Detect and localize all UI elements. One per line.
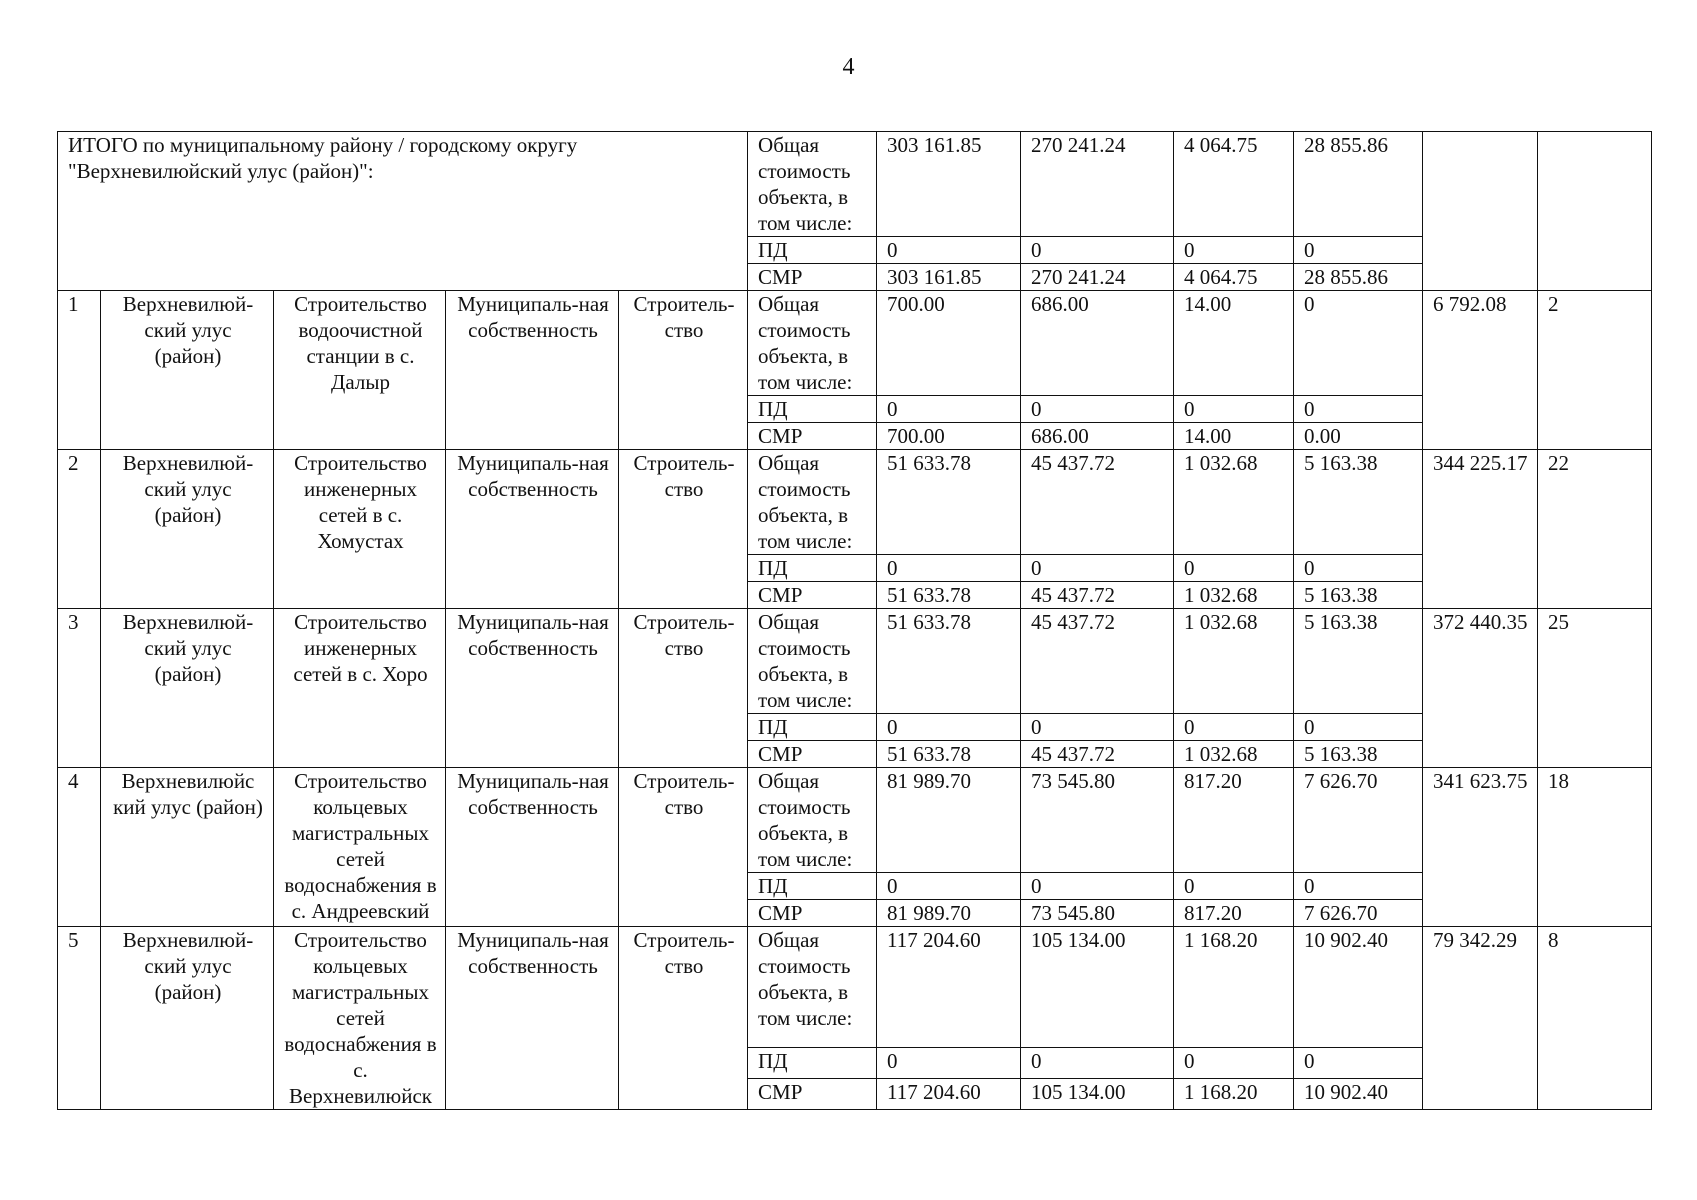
- cost-total-v1: 51 633.78: [877, 609, 1021, 714]
- cost-pd-v4: 0: [1294, 396, 1423, 423]
- cost-total-v2: 105 134.00: [1021, 927, 1174, 1048]
- object-col12: 8: [1538, 927, 1652, 1110]
- object-district: Верхневилюйс кий улус (район): [101, 768, 274, 927]
- cost-smr-v1: 117 204.60: [877, 1078, 1021, 1109]
- cost-total-v1: 51 633.78: [877, 450, 1021, 555]
- cost-pd-v2: 0: [1021, 1047, 1174, 1078]
- cost-label-total: Общая стоимость объекта, в том числе:: [748, 450, 877, 555]
- object-col12: 18: [1538, 768, 1652, 927]
- summary-smr-v2: 270 241.24: [1021, 264, 1174, 291]
- object-row: [58, 450, 1652, 555]
- cost-smr-v1: 51 633.78: [877, 582, 1021, 609]
- cost-label-total: Общая стоимость объекта, в том числе:: [748, 291, 877, 396]
- cost-pd-v1: 0: [877, 1047, 1021, 1078]
- cost-label-pd: ПД: [748, 555, 877, 582]
- summary-pd-v2: 0: [1021, 237, 1174, 264]
- cost-smr-v2: 45 437.72: [1021, 741, 1174, 768]
- object-col12: 22: [1538, 450, 1652, 609]
- cost-label-pd: ПД: [748, 714, 877, 741]
- object-kind: Строитель-ство: [619, 291, 748, 450]
- cost-pd-v4: 0: [1294, 1047, 1423, 1078]
- cost-smr-v2: 73 545.80: [1021, 900, 1174, 927]
- cost-total-v4: 7 626.70: [1294, 768, 1423, 873]
- cost-pd-v4: 0: [1294, 714, 1423, 741]
- summary-pd-v1: 0: [877, 237, 1021, 264]
- cost-total-v3: 817.20: [1174, 768, 1294, 873]
- cost-pd-v2: 0: [1021, 555, 1174, 582]
- object-district: Верхневилюй-ский улус (район): [101, 450, 274, 609]
- cost-label-smr: СМР: [748, 741, 877, 768]
- cost-total-v1: 700.00: [877, 291, 1021, 396]
- cost-smr-v4: 7 626.70: [1294, 900, 1423, 927]
- object-col11: 341 623.75: [1423, 768, 1538, 927]
- cost-label-smr: СМР: [748, 423, 877, 450]
- cost-total-v3: 14.00: [1174, 291, 1294, 396]
- cost-smr-v1: 51 633.78: [877, 741, 1021, 768]
- cost-label-smr: СМР: [748, 1078, 877, 1109]
- page-number: 4: [842, 54, 855, 80]
- object-col12: 2: [1538, 291, 1652, 450]
- object-number: 3: [58, 609, 101, 768]
- cost-smr-v3: 817.20: [1174, 900, 1294, 927]
- cost-smr-v4: 5 163.38: [1294, 741, 1423, 768]
- cost-smr-v2: 105 134.00: [1021, 1078, 1174, 1109]
- object-ownership: Муниципаль-ная собственность: [446, 609, 619, 768]
- summary-row-total: [58, 132, 1652, 237]
- summary-smr-v1: 303 161.85: [877, 264, 1021, 291]
- cost-pd-v3: 0: [1174, 873, 1294, 900]
- object-number: 2: [58, 450, 101, 609]
- cost-pd-v3: 0: [1174, 714, 1294, 741]
- summary-col12: [1538, 132, 1652, 291]
- object-number: 4: [58, 768, 101, 927]
- cost-pd-v1: 0: [877, 555, 1021, 582]
- cost-smr-v3: 1 168.20: [1174, 1078, 1294, 1109]
- cost-pd-v4: 0: [1294, 873, 1423, 900]
- summary-label-total: Общая стоимость объекта, в том числе:: [748, 132, 877, 237]
- cost-total-v3: 1 032.68: [1174, 450, 1294, 555]
- object-kind: Строитель-ство: [619, 927, 748, 1110]
- object-name: Строительство инженерных сетей в с. Хоро: [274, 609, 446, 768]
- object-number: 1: [58, 291, 101, 450]
- cost-label-pd: ПД: [748, 873, 877, 900]
- object-row: [58, 609, 1652, 714]
- object-kind: Строитель-ство: [619, 768, 748, 927]
- cost-smr-v3: 14.00: [1174, 423, 1294, 450]
- investment-table: [57, 131, 1652, 1110]
- summary-label-smr: СМР: [748, 264, 877, 291]
- summary-title: ИТОГО по муниципальному району / городскому округу "Верхневилюйский улус (район)":: [58, 132, 748, 291]
- cost-total-v3: 1 168.20: [1174, 927, 1294, 1048]
- cost-total-v2: 73 545.80: [1021, 768, 1174, 873]
- summary-label-pd: ПД: [748, 237, 877, 264]
- cost-smr-v4: 0.00: [1294, 423, 1423, 450]
- cost-label-pd: ПД: [748, 396, 877, 423]
- summary-total-v4: 28 855.86: [1294, 132, 1423, 237]
- table-body: [58, 132, 1652, 1110]
- object-col11: 6 792.08: [1423, 291, 1538, 450]
- object-name: Строительство водоочистной станции в с. Далыр: [274, 291, 446, 450]
- object-col11: 372 440.35: [1423, 609, 1538, 768]
- summary-smr-v4: 28 855.86: [1294, 264, 1423, 291]
- cost-pd-v4: 0: [1294, 555, 1423, 582]
- object-kind: Строитель-ство: [619, 450, 748, 609]
- object-ownership: Муниципаль-ная собственность: [446, 768, 619, 927]
- cost-pd-v1: 0: [877, 714, 1021, 741]
- object-number: 5: [58, 927, 101, 1110]
- object-ownership: Муниципаль-ная собственность: [446, 291, 619, 450]
- cost-pd-v2: 0: [1021, 396, 1174, 423]
- cost-smr-v3: 1 032.68: [1174, 741, 1294, 768]
- summary-col11: [1423, 132, 1538, 291]
- summary-total-v2: 270 241.24: [1021, 132, 1174, 237]
- cost-total-v2: 45 437.72: [1021, 609, 1174, 714]
- object-district: Верхневилюй-ский улус (район): [101, 291, 274, 450]
- cost-pd-v2: 0: [1021, 714, 1174, 741]
- cost-smr-v4: 5 163.38: [1294, 582, 1423, 609]
- object-row: [58, 927, 1652, 1048]
- object-row: [58, 768, 1652, 873]
- cost-total-v1: 81 989.70: [877, 768, 1021, 873]
- object-row: [58, 291, 1652, 396]
- cost-total-v4: 0: [1294, 291, 1423, 396]
- cost-label-total: Общая стоимость объекта, в том числе:: [748, 768, 877, 873]
- cost-total-v4: 5 163.38: [1294, 450, 1423, 555]
- cost-total-v2: 45 437.72: [1021, 450, 1174, 555]
- object-name: Строительство инженерных сетей в с. Хомустах: [274, 450, 446, 609]
- object-district: Верхневилюй-ский улус (район): [101, 609, 274, 768]
- cost-pd-v3: 0: [1174, 555, 1294, 582]
- cost-pd-v1: 0: [877, 873, 1021, 900]
- cost-label-smr: СМР: [748, 582, 877, 609]
- object-ownership: Муниципаль-ная собственность: [446, 927, 619, 1110]
- cost-total-v3: 1 032.68: [1174, 609, 1294, 714]
- cost-smr-v4: 10 902.40: [1294, 1078, 1423, 1109]
- summary-total-v1: 303 161.85: [877, 132, 1021, 237]
- cost-smr-v1: 81 989.70: [877, 900, 1021, 927]
- cost-total-v4: 10 902.40: [1294, 927, 1423, 1048]
- object-ownership: Муниципаль-ная собственность: [446, 450, 619, 609]
- cost-total-v2: 686.00: [1021, 291, 1174, 396]
- cost-pd-v2: 0: [1021, 873, 1174, 900]
- cost-label-smr: СМР: [748, 900, 877, 927]
- cost-label-pd: ПД: [748, 1047, 877, 1078]
- cost-smr-v3: 1 032.68: [1174, 582, 1294, 609]
- cost-pd-v3: 0: [1174, 396, 1294, 423]
- cost-smr-v1: 700.00: [877, 423, 1021, 450]
- cost-label-total: Общая стоимость объекта, в том числе:: [748, 927, 877, 1048]
- object-name: Строительство кольцевых магистральных сетей водоснабжения в с. Андреевский: [274, 768, 446, 927]
- cost-label-total: Общая стоимость объекта, в том числе:: [748, 609, 877, 714]
- object-name: Строительство кольцевых магистральных сетей водоснабжения в с. Верхневилюйск: [274, 927, 446, 1110]
- summary-pd-v4: 0: [1294, 237, 1423, 264]
- object-col11: 344 225.17: [1423, 450, 1538, 609]
- object-kind: Строитель-ство: [619, 609, 748, 768]
- cost-pd-v3: 0: [1174, 1047, 1294, 1078]
- summary-smr-v3: 4 064.75: [1174, 264, 1294, 291]
- object-district: Верхневилюй-ский улус (район): [101, 927, 274, 1110]
- cost-total-v1: 117 204.60: [877, 927, 1021, 1048]
- summary-total-v3: 4 064.75: [1174, 132, 1294, 237]
- cost-total-v4: 5 163.38: [1294, 609, 1423, 714]
- cost-smr-v2: 686.00: [1021, 423, 1174, 450]
- cost-pd-v1: 0: [877, 396, 1021, 423]
- cost-smr-v2: 45 437.72: [1021, 582, 1174, 609]
- object-col12: 25: [1538, 609, 1652, 768]
- summary-pd-v3: 0: [1174, 237, 1294, 264]
- object-col11: 79 342.29: [1423, 927, 1538, 1110]
